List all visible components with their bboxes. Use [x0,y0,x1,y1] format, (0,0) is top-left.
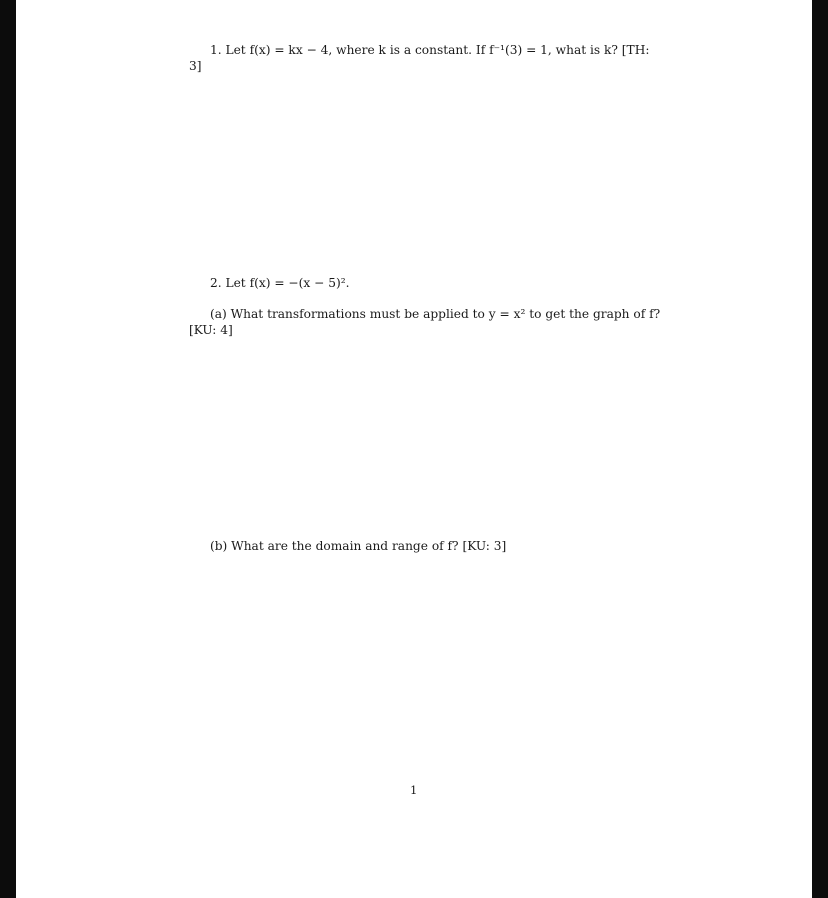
page-number: 1 [410,783,418,797]
question-2a-text: (a) What transformations must be applied to y = x² to get the graph of f? [210,307,661,321]
document-page [16,0,812,898]
question-1-marks: 3] [189,59,202,73]
question-2-stem: 2. Let f(x) = −(x − 5)². [210,276,350,290]
question-2b-text: (b) What are the domain and range of f? [KU: 3] [210,539,507,553]
question-2a-marks: [KU: 4] [189,323,233,337]
question-1-text: 1. Let f(x) = kx − 4, where k is a constant. If f⁻¹(3) = 1, what is k? [TH: [210,43,650,57]
